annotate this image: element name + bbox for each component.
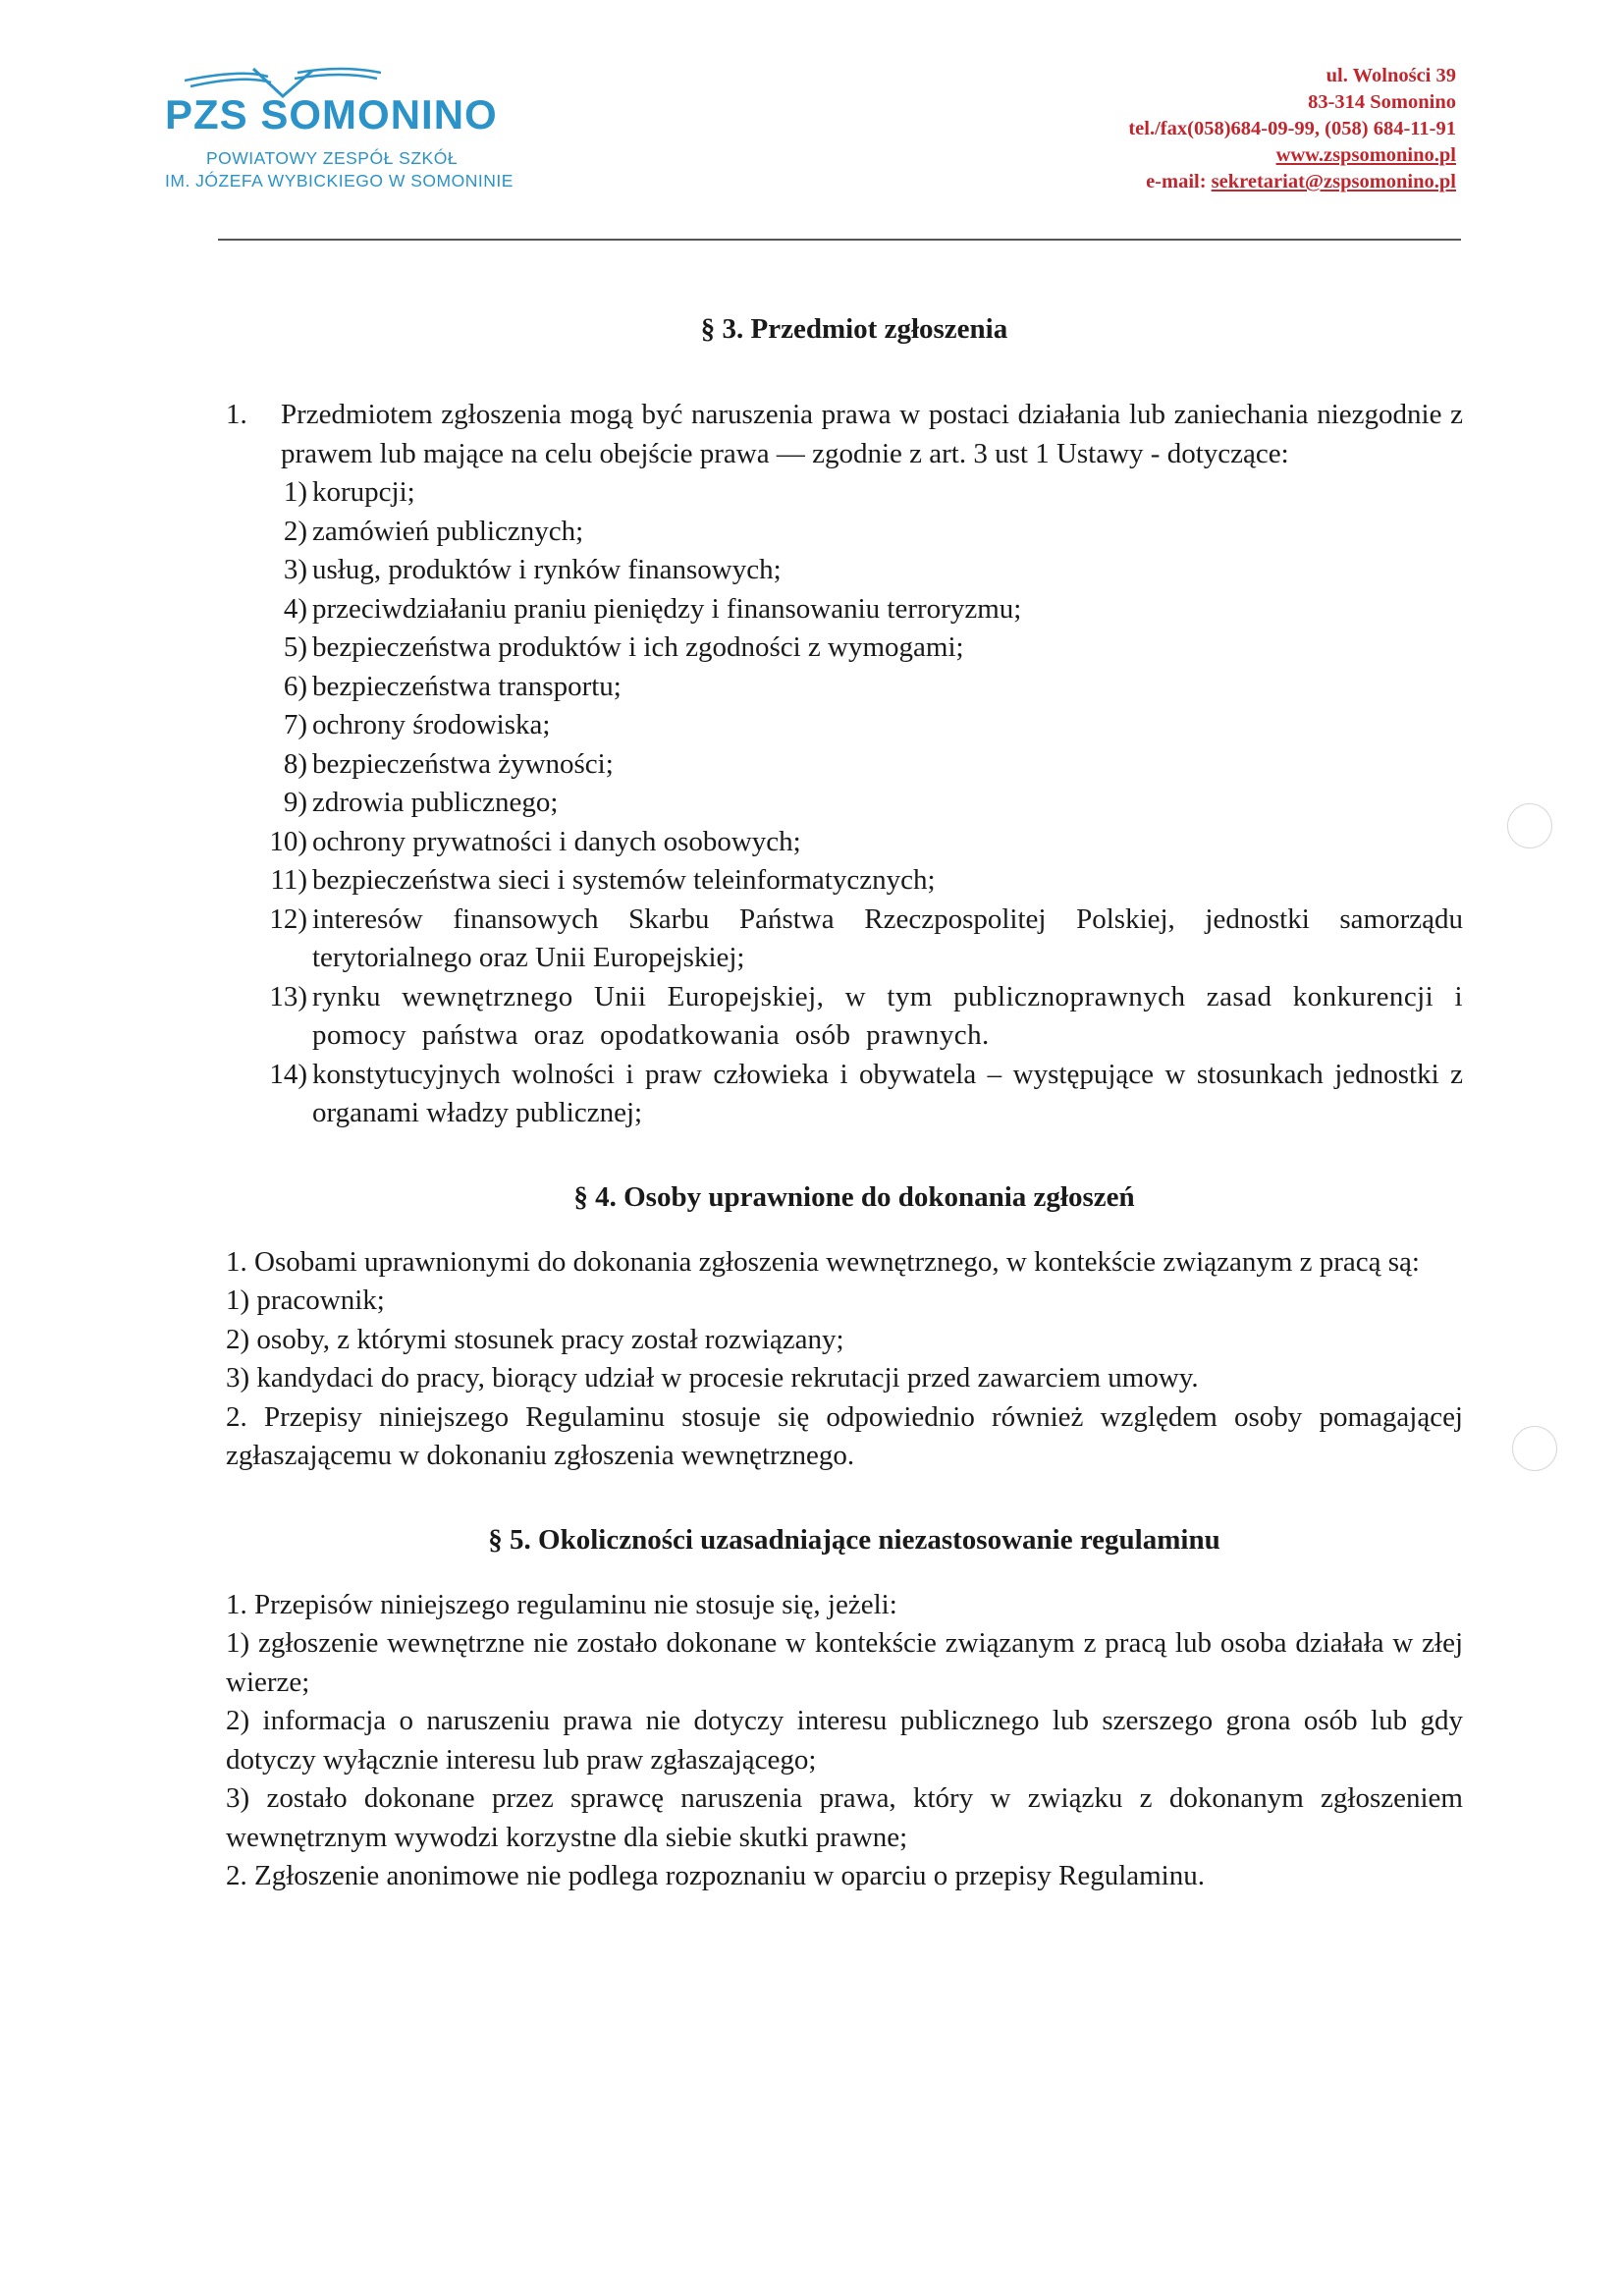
list-item: [226, 668, 1463, 707]
email-label: e-mail:: [1146, 171, 1212, 192]
intro-number: 1.: [226, 399, 247, 430]
item-text: ochrony środowiska;: [312, 709, 551, 740]
section-3-title: § 3. Przedmiot zgłoszenia: [700, 313, 1008, 345]
paragraph: 1. Osobami uprawnionymi do dokonania zgłoszenia wewnętrznego, w kontekście związanym z pracą są:: [226, 1245, 1420, 1278]
address-street: ul. Wolności 39: [1325, 65, 1456, 86]
website-link[interactable]: www.zspsomonino.pl: [1275, 144, 1456, 166]
item-number: 11): [270, 864, 307, 896]
item-number: 1): [283, 476, 307, 508]
logo-subtitle-2: IM. JÓZEFA WYBICKIEGO W SOMONINIE: [165, 171, 514, 191]
list-item: [226, 784, 1463, 823]
item-text: rynku wewnętrznego Unii Europejskiej, w tym publicznoprawnych zasad konkurencji i pomocy państwa oraz opodatkowania osób prawnych.: [312, 980, 1463, 1051]
item-number: 3): [283, 554, 307, 585]
item-text: korupcji;: [312, 476, 415, 508]
list-item: [226, 513, 1463, 552]
list-item: [226, 861, 1463, 901]
item-text: ochrony prywatności i danych osobowych;: [312, 825, 801, 857]
list-item: [226, 745, 1463, 785]
item-text: zamówień publicznych;: [312, 515, 584, 547]
item-text: zdrowia publicznego;: [312, 787, 559, 818]
binder-hole-mark: [1507, 803, 1552, 848]
item-number: 4): [283, 592, 307, 625]
list-item: [226, 823, 1463, 862]
list-item: [226, 629, 1463, 668]
violation-list: [226, 473, 1463, 1133]
item-number: 13): [269, 980, 307, 1012]
item-number: 7): [283, 709, 307, 740]
item-number: 14): [269, 1058, 307, 1090]
phone-fax: tel./fax(058)684-09-99, (058) 684-11-91: [1128, 118, 1456, 139]
contact-block: [1128, 63, 1456, 195]
paragraph: 2. Zgłoszenie anonimowe nie podlega rozpoznaniu w oparciu o przepisy Regulaminu.: [226, 1860, 1205, 1891]
list-item: [226, 1056, 1463, 1133]
list-item: [226, 590, 1463, 629]
school-logo: [165, 59, 597, 192]
item-number: 2): [283, 515, 307, 547]
list-item: 1) pracownik;: [226, 1285, 385, 1316]
section-4-title: § 4. Osoby uprawnione do dokonania zgłoszeń: [573, 1180, 1135, 1213]
list-item: [226, 901, 1463, 978]
document-body: [226, 309, 1463, 1896]
list-item: 3) kandydaci do pracy, biorący udział w procesie rekrutacji przed zawarciem umowy.: [226, 1362, 1199, 1394]
section-5-title: § 5. Okoliczności uzasadniające niezastosowanie regulaminu: [488, 1523, 1220, 1556]
paragraph: 1. Przepisów niniejszego regulaminu nie stosuje się, jeżeli:: [226, 1588, 897, 1620]
item-text: bezpieczeństwa żywności;: [312, 747, 614, 780]
binder-hole-mark: [1512, 1426, 1557, 1471]
item-text: interesów finansowych Skarbu Państwa Rzeczpospolitej Polskiej, jednostki samorządu terytorialnego oraz Unii Europejskiej;: [312, 902, 1463, 973]
list-item: 1) zgłoszenie wewnętrzne nie zostało dokonane w kontekście związanym z pracą lub osoba działała w złej wierze;: [226, 1627, 1463, 1698]
logo-subtitle-1: POWIATOWY ZESPÓŁ SZKÓŁ: [206, 148, 459, 168]
address-city: 83-314 Somonino: [1308, 91, 1456, 113]
intro-text: Przedmiotem zgłoszenia mogą być naruszenia prawa w postaci działania lub zaniechania niezgodnie z prawem lub mające na celu obejście prawa — zgodnie z art. 3 ust 1 Ustawy - dotyczące:: [281, 399, 1463, 469]
list-item: [226, 706, 1463, 745]
list-item: [226, 473, 1463, 513]
item-number: 5): [283, 631, 307, 663]
item-text: usług, produktów i rynków finansowych;: [312, 554, 782, 585]
list-item: 3) zostało dokonane przez sprawcę naruszenia prawa, który w związku z dokonanym zgłoszeniem wewnętrznym wywodzi korzystne dla siebie skutki prawne;: [226, 1782, 1463, 1853]
paragraph: 2. Przepisy niniejszego Regulaminu stosuje się odpowiednio również względem osoby pomagającej zgłaszającemu w dokonaniu zgłoszenia wewnętrznego.: [226, 1400, 1463, 1471]
list-item: 2) informacja o naruszeniu prawa nie dotyczy interesu publicznego lub szerszego grona osób lub gdy dotyczy wyłącznie interesu lub praw zgłaszającego;: [226, 1705, 1463, 1776]
section-5: [226, 1520, 1463, 1896]
list-item: 2) osoby, z którymi stosunek pracy został rozwiązany;: [226, 1323, 844, 1355]
email-link[interactable]: sekretariat@zspsomonino.pl: [1211, 171, 1456, 192]
item-number: 10): [269, 825, 307, 857]
item-text: bezpieczeństwa sieci i systemów teleinformatycznych;: [312, 864, 936, 896]
item-number: 8): [283, 747, 307, 780]
logo-name: PZS SOMONINO: [165, 91, 498, 137]
list-item: [226, 551, 1463, 590]
section-3: [226, 309, 1463, 1133]
item-text: przeciwdziałaniu praniu pieniędzy i finansowaniu terroryzmu;: [312, 592, 1022, 625]
item-text: bezpieczeństwa transportu;: [312, 670, 622, 702]
item-text: konstytucyjnych wolności i praw człowieka i obywatela – występujące w stosunkach jednostki z organami władzy publicznej;: [312, 1058, 1463, 1128]
section-4: [226, 1177, 1463, 1476]
item-number: 9): [283, 787, 307, 818]
header-divider: [218, 239, 1461, 241]
list-item: [226, 978, 1463, 1056]
item-number: 6): [283, 670, 307, 702]
item-number: 12): [269, 902, 307, 935]
section-3-intro: [226, 396, 1463, 473]
item-text: bezpieczeństwa produktów i ich zgodności z wymogami;: [312, 631, 964, 663]
